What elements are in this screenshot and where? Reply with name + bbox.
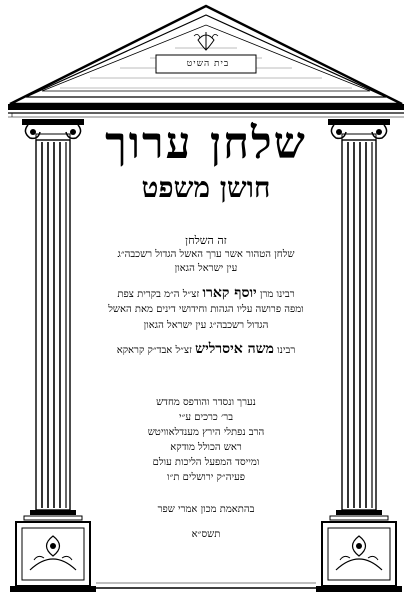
credits-line-2: בר׳ כרכים ע״י — [178, 412, 234, 423]
pediment — [10, 6, 402, 104]
approbation-note: בהתאמת מכון אמרי שפר — [157, 504, 255, 515]
intro-line-1: זה השלחן — [185, 234, 227, 247]
author-1-prefix: רבינו מרן — [259, 289, 295, 300]
credits-line-5: ומייסד המפעל הליכות עולם — [152, 457, 260, 468]
author-line-4 — [0, 342, 412, 356]
crown-ornament — [194, 32, 218, 50]
author-line-1 — [0, 286, 412, 300]
credits-line-6: פעיה״ק ירושלים ת״ו — [167, 472, 245, 483]
entablature — [8, 104, 404, 117]
intro-line-3: עין ישראל הגאון — [174, 263, 238, 274]
author-2-name: משה איסרליש — [195, 341, 274, 357]
book-title: שלחן ערוך — [105, 118, 307, 169]
book-subtitle: חושן משפט — [141, 171, 271, 204]
author-line-2: ומפה פרושה עליו הגהות וחידושי דינים מאת האשל — [108, 304, 304, 315]
publication-year: תשס״א — [191, 529, 221, 540]
intro-line-2: שלחן הטהור אשר ערך האשל הגדול רשכבה״ג — [117, 249, 295, 260]
publisher-badge: בית השיט — [186, 59, 230, 69]
right-column-base — [316, 510, 402, 592]
credits-line-1: נערך ונסדר והודפס מחדש — [156, 397, 256, 408]
author-2-suffix: זצ״ל אבד״ק קראקא — [116, 345, 192, 356]
base-rail — [96, 583, 316, 588]
author-1-name: יוסף קארו — [202, 285, 257, 301]
left-column-base — [10, 510, 96, 592]
author-2-prefix: רבינו — [277, 345, 296, 356]
credits-line-3: הרב נפתלי הירץ מענדלאוויטש — [147, 427, 265, 438]
author-1-suffix: זצ״ל ה״מ בקרית צפת — [117, 289, 200, 300]
author-line-3: הגדול רשכבה״ג עין ישראל הגאון — [143, 320, 269, 331]
credits-line-4: ראש הכולל מודקא — [170, 442, 242, 453]
